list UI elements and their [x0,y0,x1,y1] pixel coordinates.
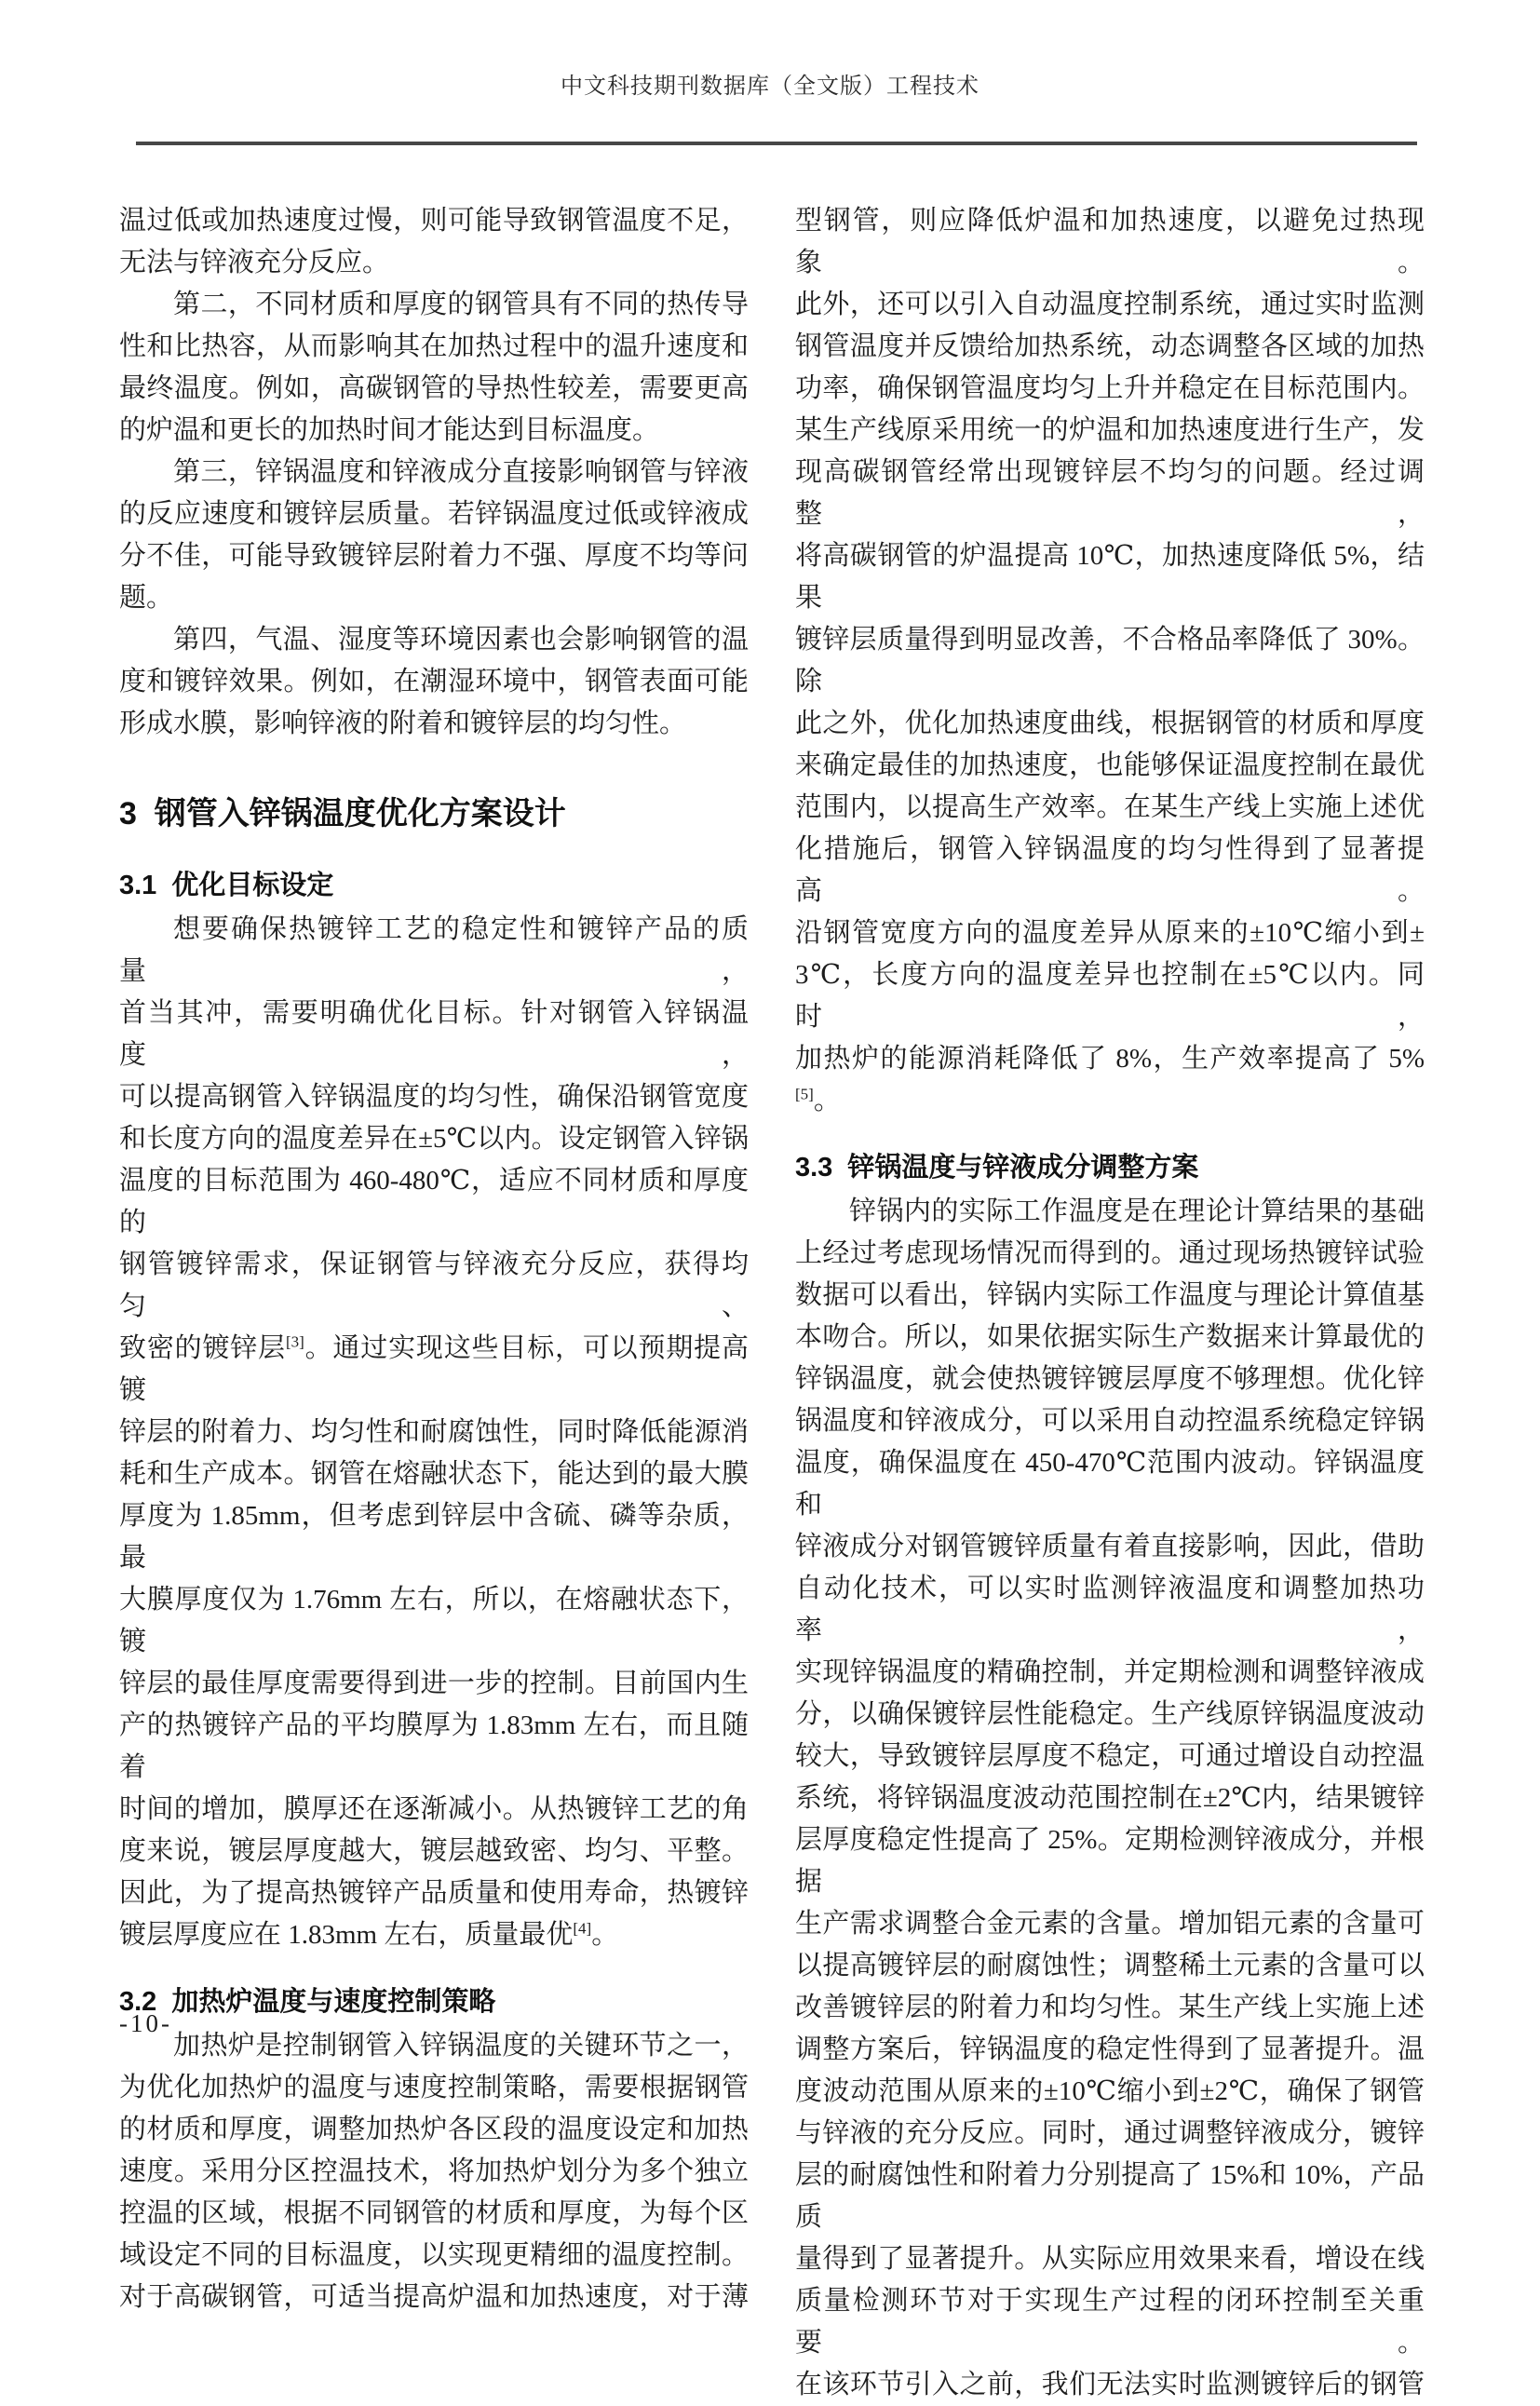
text-line: 本吻合。所以，如果依据实际生产数据来计算最优的 [795,1322,1425,1352]
text-line: 的反应速度和镀锌层质量。若锌锅温度过低或锌液成 [119,499,749,529]
text-line: 度来说，镀层厚度越大，镀层越致密、均匀、平整。 [119,1836,749,1866]
text-line: 无法与锌液充分反应。 [119,248,390,277]
text-line: 锌层的最佳厚度需要得到进一步的控制。目前国内生 [119,1669,749,1698]
text-line: 加热炉是控制钢管入锌锅温度的关键环节之一， [173,2031,749,2061]
text-line: 大膜厚度仅为 1.76mm 左右，所以，在熔融状态下，镀 [119,1585,749,1656]
text-line: 温过低或加热速度过慢，则可能导致钢管温度不足， [119,206,749,236]
text-line: 性和比热容，从而影响其在加热过程中的温升速度和 [119,331,749,361]
text-line: 改善镀锌层的附着力和均匀性。某生产线上实施上述 [795,1993,1425,2022]
header-divider [136,142,1417,145]
text-line: 沿钢管宽度方向的温度差异从原来的±10℃缩小到± [795,918,1425,948]
text-line: 调整方案后，锌锅温度的稳定性得到了显著提升。温 [795,2034,1425,2064]
text-line: 自动化技术，可以实时监测锌液温度和调整加热功率， [795,1574,1425,1645]
text-line: 此外，还可以引入自动温度控制系统，通过实时监测 [795,290,1425,319]
text-line: 耗和生产成本。钢管在熔融状态下，能达到的最大膜 [119,1459,749,1489]
text-line: 的材质和厚度，调整加热炉各区段的温度设定和加热 [119,2115,749,2144]
text-line: 对于高碳钢管，可适当提高炉温和加热速度，对于薄 [119,2282,749,2312]
page-header: 中文科技期刊数据库（全文版）工程技术 [561,74,979,99]
text-line: 镀层厚度应在 1.83mm 左右，质量最优[4]。 [119,1919,619,1950]
text-line: 实现锌锅温度的精确控制，并定期检测和调整锌液成 [795,1657,1425,1687]
text-line: 为优化加热炉的温度与速度控制策略，需要根据钢管 [119,2073,749,2102]
text-line: 分不佳，可能导致镀锌层附着力不强、厚度不均等问 [119,541,749,571]
text-line: 上经过考虑现场情况而得到的。通过现场热镀锌试验 [795,1238,1425,1268]
text-line: 某生产线原采用统一的炉温和加热速度进行生产，发 [795,415,1425,445]
text-line: 钢管温度并反馈给加热系统，动态调整各区域的加热 [795,331,1425,361]
text-column-right [795,200,1425,2406]
text-line: 加热炉的能源消耗降低了 8%，生产效率提高了 5%[5]。 [795,1044,1425,1115]
text-line: 锅温度和锌液成分，可以采用自动控温系统稳定锌锅 [795,1406,1425,1436]
text-line: 3℃，长度方向的温度差异也控制在±5℃以内。同时， [795,960,1425,1032]
text-line: 与锌液的充分反应。同时，通过调整锌液成分，镀锌 [795,2118,1425,2148]
text-line: 和长度方向的温度差异在±5℃以内。设定钢管入锌锅 [119,1124,749,1154]
text-line: 现高碳钢管经常出现镀锌层不均匀的问题。经过调整， [795,457,1425,529]
text-line: 以提高镀锌层的耐腐蚀性；调整稀土元素的含量可以 [795,1951,1425,1980]
text-line: 数据可以看出，锌锅内实际工作温度与理论计算值基 [795,1280,1425,1310]
text-line: 速度。采用分区控温技术，将加热炉划分为多个独立 [119,2156,749,2186]
section-heading: 3.1 优化目标设定 [119,871,334,900]
text-line: 层的耐腐蚀性和附着力分别提高了 15%和 10%，产品质 [795,2160,1425,2232]
text-line: 较大，导致镀锌层厚度不稳定，可通过增设自动控温 [795,1741,1425,1771]
footnote-ref: [4] [573,1919,592,1938]
text-line: 第二，不同材质和厚度的钢管具有不同的热传导 [173,290,749,319]
text-line: 域设定不同的目标温度，以实现更精细的温度控制。 [119,2240,749,2270]
text-line: 锌锅温度，就会使热镀锌镀层厚度不够理想。优化锌 [795,1364,1425,1394]
text-line: 温度的目标范围为 460-480℃，适应不同材质和厚度的 [119,1166,749,1237]
text-line: 因此，为了提高热镀锌产品质量和使用寿命，热镀锌 [119,1878,749,1908]
text-line: 度和镀锌效果。例如，在潮湿环境中，钢管表面可能 [119,667,749,696]
text-line: 来确定最佳的加热速度，也能够保证温度控制在最优 [795,750,1425,780]
text-line: 形成水膜，影响锌液的附着和镀锌层的均匀性。 [119,709,687,738]
text-line: 产的热镀锌产品的平均膜厚为 1.83mm 左右，而且随着 [119,1710,749,1782]
text-line: 锌液成分对钢管镀锌质量有着直接影响，因此，借助 [795,1532,1425,1561]
text-column-left [119,200,749,2318]
text-line: 镀锌层质量得到明显改善，不合格品率降低了 30%。除 [795,625,1425,696]
text-line: 度波动范围从原来的±10℃缩小到±2℃，确保了钢管 [795,2076,1425,2106]
text-line: 可以提高钢管入锌锅温度的均匀性，确保沿钢管宽度 [119,1082,749,1112]
text-line: 分，以确保镀锌层性能稳定。生产线原锌锅温度波动 [795,1699,1425,1729]
text-line: 生产需求调整合金元素的含量。增加铝元素的含量可 [795,1909,1425,1939]
text-line: 最终温度。例如，高碳钢管的导热性较差，需要更高 [119,373,749,403]
text-line: 首当其冲，需要明确优化目标。针对钢管入锌锅温度， [119,998,749,1070]
page-number: -10- [119,2009,172,2037]
text-line: 第三，锌锅温度和锌液成分直接影响钢管与锌液 [173,457,749,487]
section-heading: 3.2 加热炉温度与速度控制策略 [119,1987,496,2017]
text-line: 质量检测环节对于实现生产过程的闭环控制至关重要。 [795,2286,1425,2358]
text-line: 想要确保热镀锌工艺的稳定性和镀锌产品的质量， [119,914,749,986]
text-line: 控温的区域，根据不同钢管的材质和厚度，为每个区 [119,2198,749,2228]
footnote-ref: [3] [285,1332,304,1351]
text-line: 层厚度稳定性提高了 25%。定期检测锌液成分，并根据 [795,1825,1425,1897]
text-line: 第四，气温、湿度等环境因素也会影响钢管的温 [173,625,749,655]
text-line: 化措施后，钢管入锌锅温度的均匀性得到了显著提高。 [795,834,1425,906]
text-line: 量得到了显著提升。从实际应用效果来看，增设在线 [795,2244,1425,2274]
text-line: 厚度为 1.85mm，但考虑到锌层中含硫、磷等杂质，最 [119,1501,749,1573]
text-line: 系统，将锌锅温度波动范围控制在±2℃内，结果镀锌 [795,1783,1425,1813]
text-line: 时间的增加，膜厚还在逐渐减小。从热镀锌工艺的角 [119,1794,749,1824]
text-line: 的炉温和更长的加热时间才能达到目标温度。 [119,415,660,445]
text-line: 题。 [119,583,174,613]
text-line: 功率，确保钢管温度均匀上升并稳定在目标范围内。 [795,373,1425,403]
text-line: 钢管镀锌需求，保证钢管与锌液充分反应，获得均匀、 [119,1250,749,1321]
text-line: 致密的镀锌层[3]。通过实现这些目标，可以预期提高镀 [119,1332,749,1405]
text-line: 范围内，以提高生产效率。在某生产线上实施上述优 [795,792,1425,822]
text-line: 锌锅内的实际工作温度是在理论计算结果的基础 [849,1196,1425,1226]
text-line: 温度，确保温度在 450-470℃范围内波动。锌锅温度和 [795,1448,1425,1520]
text-line: 在该环节引入之前，我们无法实时监测镀锌后的钢管 [795,2370,1425,2399]
section-heading: 3 钢管入锌锅温度优化方案设计 [119,796,566,831]
section-heading: 3.3 锌锅温度与锌液成分调整方案 [795,1153,1199,1183]
text-line: 此之外，优化加热速度曲线，根据钢管的材质和厚度 [795,709,1425,738]
text-line: 将高碳钢管的炉温提高 10℃，加热速度降低 5%，结果 [795,541,1425,613]
text-line: 型钢管，则应降低炉温和加热速度，以避免过热现象。 [795,206,1425,277]
text-line: 锌层的附着力、均匀性和耐腐蚀性，同时降低能源消 [119,1417,749,1447]
footnote-ref: [5] [795,1085,814,1103]
